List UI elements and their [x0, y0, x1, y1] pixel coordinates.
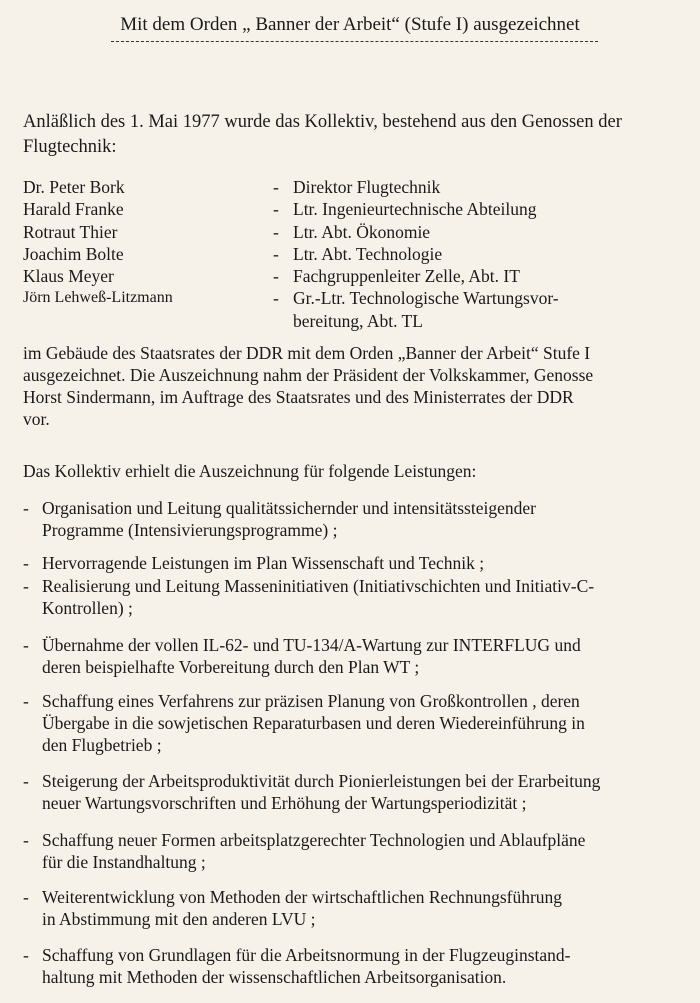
paragraph-line: Horst Sindermann, im Auftrage des Staatsrates und des Ministerrates der DDR — [23, 387, 574, 407]
achievement-line: Programme (Intensivierungsprogramme) ; — [42, 520, 338, 540]
member-row — [23, 176, 683, 198]
achievement-item — [23, 634, 683, 678]
achievement-line: deren beispielhafte Vorbereitung durch den Plan WT ; — [42, 657, 420, 677]
bullet-dash: - — [23, 830, 29, 850]
achievement-item — [23, 944, 683, 988]
achievement-line: Übernahme der vollen IL-62- und TU-134/A-Wartung zur INTERFLUG und — [42, 635, 581, 655]
achievement-line: Schaffung neuer Formen arbeitsplatzgerechter Technologien und Ablaufpläne — [42, 830, 586, 850]
achievement-line: Schaffung von Grundlagen für die Arbeitsnormung in der Flugzeuginstand- — [42, 945, 571, 965]
paragraph-line: ausgezeichnet. Die Auszeichnung nahm der Präsident der Volkskammer, Genosse — [23, 365, 594, 385]
member-row — [23, 265, 683, 287]
achievement-line: für die Instandhaltung ; — [42, 852, 206, 872]
achievement-line: Kontrollen) ; — [42, 598, 133, 618]
bullet-dash: - — [23, 945, 29, 965]
achievement-line: Realisierung und Leitung Masseninitiativen (Initiativschichten und Initiativ-C- — [42, 576, 595, 596]
member-name: Dr. Peter Bork — [23, 177, 125, 197]
paragraph-line: vor. — [23, 409, 50, 429]
member-row — [23, 198, 683, 220]
achievement-item — [23, 886, 683, 930]
award-paragraph — [23, 342, 683, 430]
role-dash: - — [273, 177, 279, 197]
member-name: Joachim Bolte — [23, 243, 124, 264]
intro-paragraph — [23, 110, 683, 160]
achievement-line: Hervorragende Leistungen im Plan Wissenschaft und Technik ; — [42, 553, 485, 573]
member-role: Gr.-Ltr. Technologische Wartungsvor- — [293, 288, 559, 309]
member-list — [23, 176, 683, 332]
role-dash: - — [273, 221, 279, 242]
achievement-line: Schaffung eines Verfahrens zur präzisen Planung von Großkontrollen , deren — [42, 691, 580, 711]
achievement-line: neuer Wartungsvorschriften und Erhöhung der Wartungsperiodizität ; — [42, 793, 527, 813]
achievement-item — [23, 770, 683, 814]
role-dash: - — [273, 243, 279, 264]
achievement-item — [23, 552, 683, 574]
page-title: Mit dem Orden „ Banner der Arbeit“ (Stufe I) ausgezeichnet — [120, 14, 580, 35]
title-underline — [111, 41, 598, 42]
achievement-line: in Abstimmung mit den anderen LVU ; — [42, 909, 316, 929]
bullet-dash: - — [23, 635, 29, 655]
role-dash: - — [273, 266, 279, 287]
paragraph-line: im Gebäude des Staatsrates der DDR mit dem Orden „Banner der Arbeit“ Stufe I — [23, 343, 591, 363]
member-role: Fachgruppenleiter Zelle, Abt. IT — [293, 266, 520, 287]
achievement-item — [23, 497, 683, 541]
intro-line: Anläßlich des 1. Mai 1977 wurde das Kollektiv, bestehend aus den Genossen der — [23, 112, 622, 132]
member-role: Ltr. Abt. Ökonomie — [293, 221, 431, 242]
bullet-dash: - — [23, 576, 29, 596]
role-dash: - — [273, 199, 279, 220]
member-name: Harald Franke — [23, 199, 124, 220]
achievement-line: Organisation und Leitung qualitätssichernder und intensitätssteigender — [42, 498, 536, 518]
achievement-item — [23, 829, 683, 873]
bullet-dash: - — [23, 887, 29, 907]
achievement-item — [23, 690, 683, 756]
achievements-lead: Das Kollektiv erhielt die Auszeichnung für folgende Leistungen: — [23, 461, 477, 481]
achievement-line: Übergabe in die sowjetischen Reparaturbasen und deren Wiedereinführung in — [42, 713, 585, 733]
member-role-continuation: bereitung, Abt. TL — [293, 310, 423, 331]
member-name: Rotraut Thier — [23, 221, 118, 242]
achievement-line: den Flugbetrieb ; — [42, 735, 162, 755]
achievement-line: Weiterentwicklung von Methoden der wirtschaftlichen Rechnungsführung — [42, 887, 563, 907]
role-dash: - — [273, 288, 279, 309]
achievement-line: haltung mit Methoden der wissenschaftlichen Arbeitsorganisation. — [42, 967, 507, 987]
member-row — [23, 243, 683, 265]
member-role: Ltr. Ingenieurtechnische Abteilung — [293, 199, 537, 220]
achievement-line: Steigerung der Arbeitsproduktivität durch Pionierleistungen bei der Erarbeitung — [42, 771, 601, 791]
bullet-dash: - — [23, 771, 29, 791]
member-role: Ltr. Abt. Technologie — [293, 243, 443, 264]
member-role: Direktor Flugtechnik — [293, 177, 441, 197]
member-row — [23, 221, 683, 243]
intro-line: Flugtechnik: — [23, 137, 117, 157]
member-name: Klaus Meyer — [23, 266, 114, 287]
bullet-dash: - — [23, 691, 29, 711]
bullet-dash: - — [23, 553, 29, 573]
member-row — [23, 287, 683, 332]
achievement-item — [23, 575, 683, 619]
bullet-dash: - — [23, 498, 29, 518]
member-name: Jörn Lehweß-Litzmann — [23, 289, 173, 307]
